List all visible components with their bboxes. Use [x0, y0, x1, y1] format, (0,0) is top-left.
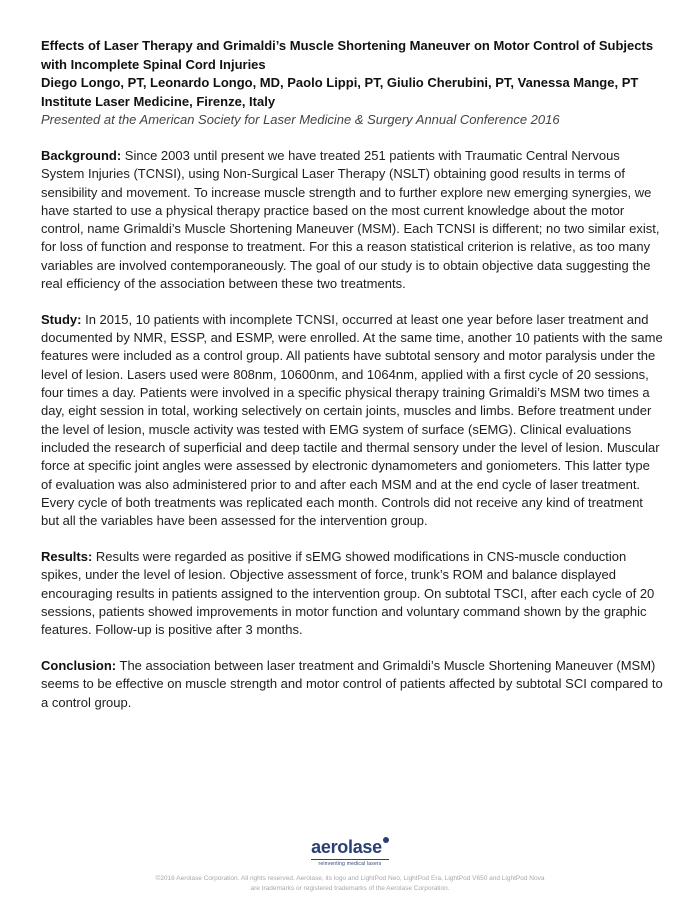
- background-section: [41, 147, 663, 293]
- study-section: [41, 311, 663, 531]
- document-title: Effects of Laser Therapy and Grimaldi’s Muscle Shortening Maneuver on Motor Control of Subjects with Incomplete Spinal Cord Injuries: [41, 38, 654, 72]
- conclusion-text: The association between laser treatment and Grimaldi’s Muscle Shortening Maneuver (MSM) seems to be effective on muscle strength and motor control of patients affected by subtotal SCI compared to a control group.: [41, 657, 663, 710]
- logo-dot-icon: [383, 837, 389, 843]
- background-label: Background:: [41, 148, 122, 163]
- aerolase-logo: [311, 838, 389, 867]
- results-text: Results were regarded as positive if sEMG showed modifications in CNS-muscle conduction spikes, under the level of lesion. Objective assessment of force, trunk’s ROM and balance displayed encouraging results in patients assigned to the intervention group. On subtotal TSCI, after each cycle of 20 sessions, patients showed improvements in motor function and voluntary command shown by the graphic features. Follow-up is positive after 3 months.: [41, 548, 655, 638]
- conclusion-section: [41, 657, 663, 712]
- results-section: [41, 548, 663, 639]
- author-list: Diego Longo, PT, Leonardo Longo, MD, Paolo Lippi, PT, Giulio Cherubini, PT, Vanessa Mange, PT: [41, 75, 639, 90]
- logo-tagline: reinventing medical lasers: [311, 859, 389, 867]
- institute-name: Institute Laser Medicine, Firenze, Italy: [41, 93, 276, 109]
- abstract-body: [41, 147, 663, 729]
- legal-line-2: are trademarks or registered trademarks of the Aerolase Corporation.: [250, 885, 450, 892]
- results-label: Results:: [41, 548, 93, 564]
- study-label: Study:: [41, 311, 82, 327]
- presentation-note: Presented at the American Society for Laser Medicine & Surgery Annual Conference 2016: [41, 112, 560, 127]
- conclusion-label: Conclusion:: [41, 657, 117, 673]
- logo-wordmark: aerolase: [311, 837, 382, 857]
- legal-line-1: ©2016 Aerolase Corporation. All rights reserved. Aerolase, its logo and LightPod Neo, LightPod Era, LightPod V650 and LightPod Nova: [155, 875, 545, 882]
- document-header: [41, 37, 661, 130]
- background-text: Since 2003 until present we have treated 251 patients with Traumatic Central Nervous System Injuries (TCNSI), using Non-Surgical Laser Therapy (NSLT) obtaining good results in terms of sensibility and movement. To increase muscle strength and to further explore new emerging synergies, we have started to use a physical therapy practice based on the most current knowledge about the motor control, name Grimaldi’s Muscle Shortening Maneuver (MSM). Each TCNSI is different; no two similar exist, for loss of function and response to treatment. For this a reason statistical criterion is relative, as too many variables are involved contemporaneously. The goal of our study is to obtain objective data suggesting the real efficiency of the association between these two treatments.: [41, 148, 660, 292]
- page-footer: [0, 838, 700, 894]
- legal-notice: [0, 874, 700, 894]
- study-text: In 2015, 10 patients with incomplete TCNSI, occurred at least one year before laser treatment and documented by NMR, ESSP, and ESMP, were enrolled. At the same time, another 10 patients with the same features were included as a control group. All patients have subtotal sensory and motor paralysis under the level of lesion. Lasers used were 808nm, 10600nm, and 1064nm, applied with a first cycle of 20 sessions, four times a day. Patients were involved in a specific physical therapy training Grimaldi’s MSM two times a day, eight session in total, working selectively on certain joints, muscles and limbs. Before treatment under the level of lesion, muscle activity was tested with EMG system of surface (sEMG). Clinical evaluations included the research of superficial and deep tactile and thermal sensory under the level of lesion. Muscular force at specific joint angles were assessed by electronic dynamometers and goniometers. This latter type of evaluation was also administered prior to and after each MSM and at the end cycle of laser treatment. Every cycle of both treatments was replicated each month. Controls did not receive any kind of treatment but all the variables have been assessed for the intervention group.: [41, 311, 663, 529]
